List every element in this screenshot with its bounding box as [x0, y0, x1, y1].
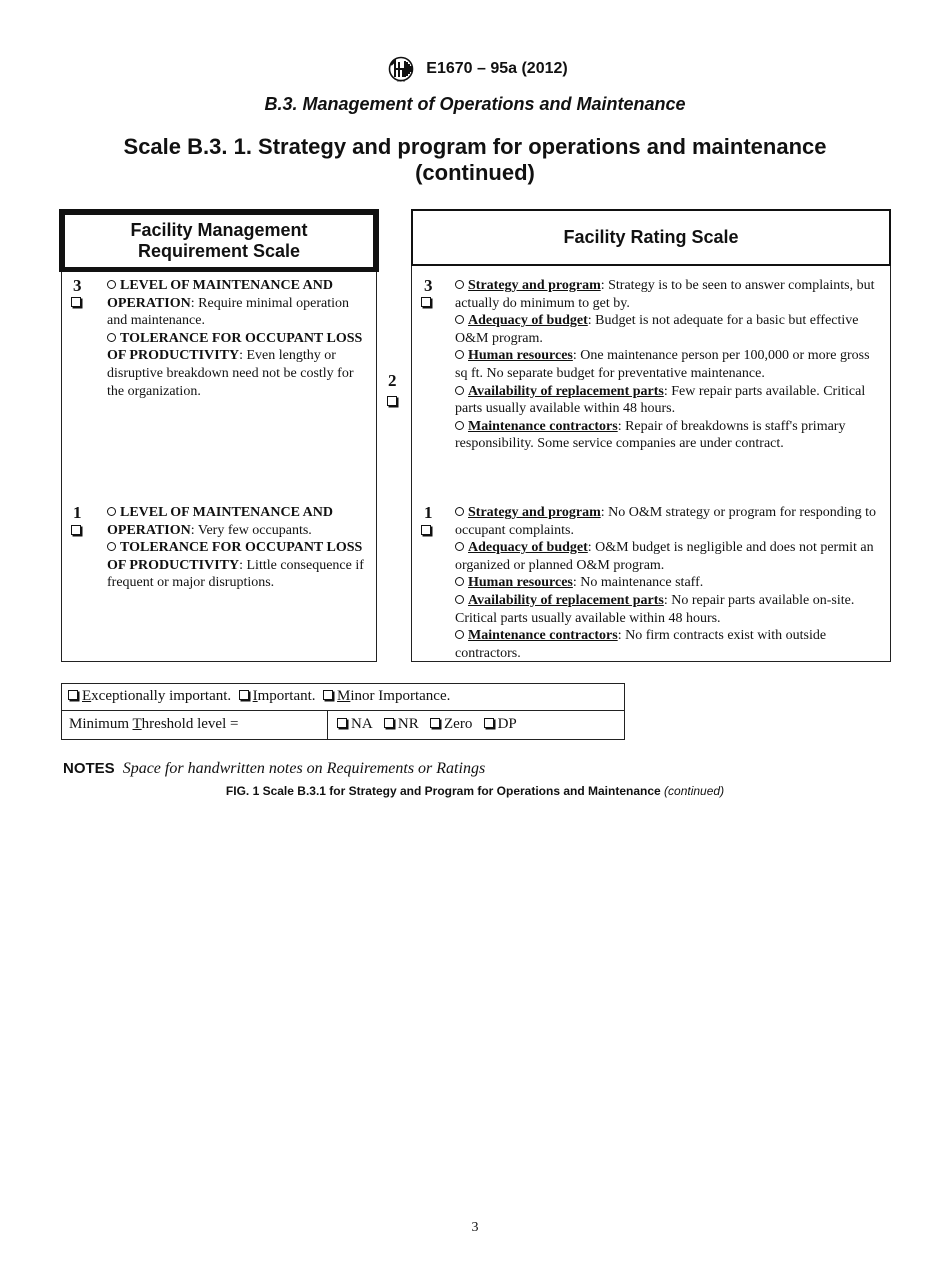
threshold-divider: [327, 711, 328, 740]
scale-title-line2: (continued): [415, 160, 535, 185]
page-number: 3: [471, 1220, 479, 1235]
svg-text:ASTM: ASTM: [397, 79, 406, 82]
rating-item: Strategy and program: No O&M strategy or program for responding to occupant complaints.: [455, 505, 877, 538]
rating-item: Human resources: No maintenance staff.: [455, 574, 883, 592]
rating-item: Availability of replacement parts: Few repair parts available. Critical parts usually available within 48 hours.: [455, 383, 866, 417]
scale-title: [0, 134, 950, 186]
rating-scale-heading: Facility Rating Scale: [411, 209, 891, 266]
notes-text: Space for handwritten notes on Requirements or Ratings: [122, 760, 486, 777]
requirement-heading-line2: Requirement Scale: [137, 241, 301, 261]
rating-item: Maintenance contractors: No firm contracts exist with outside contractors.: [455, 628, 827, 661]
threshold-dp-checkbox[interactable]: [484, 718, 494, 728]
option-circle-icon: [455, 421, 464, 430]
option-circle-icon: [107, 333, 116, 342]
requirement-level-number: 3: [73, 276, 82, 295]
option-circle-icon: [455, 542, 464, 551]
rating-level-number: 3: [424, 276, 433, 295]
option-circle-icon: [107, 507, 116, 516]
document-header: [0, 56, 950, 82]
rating-item: Adequacy of budget: O&M budget is negligible and does not permit an organized or planned O&M program.: [455, 540, 874, 573]
requirement-level-number: 1: [73, 503, 82, 522]
section-title: B.3. Management of Operations and Maintenance: [264, 94, 686, 114]
rating-item: Availability of replacement parts: No repair parts available on-site. Critical parts usually available within 48 hours.: [455, 592, 855, 626]
rating-level-1-text: [455, 504, 883, 662]
notes-line: [63, 760, 485, 778]
option-circle-icon: [455, 595, 464, 604]
importance-divider: [61, 710, 625, 711]
requirement-scale-heading: [59, 209, 379, 272]
threshold-nr-checkbox[interactable]: [384, 718, 394, 728]
threshold-options: NA NR Zero DP: [337, 716, 517, 733]
requirement-level-1-text: LEVEL OF MAINTENANCE AND OPERATION: Very few occupants. TOLERANCE FOR OCCUPANT LOSS OF PRODUCTIVITY: Little consequence if frequent or major disruptions.: [107, 505, 364, 591]
option-circle-icon: [455, 577, 464, 586]
rating-level-number: 1: [424, 503, 433, 522]
importance-row: Exceptionally important. Important. Minor Importance.: [68, 688, 450, 705]
important-checkbox[interactable]: [239, 690, 249, 700]
rating-item: Human resources: One maintenance person per 100,000 or more gross sq ft. No separate budget for preventative maintenance.: [455, 348, 870, 381]
rating-level-3-checkbox[interactable]: [421, 297, 431, 307]
option-circle-icon: [455, 315, 464, 324]
rating-level-1-checkbox[interactable]: [421, 525, 431, 535]
notes-label: NOTES: [63, 760, 115, 777]
scale-title-line1: Scale B.3. 1. Strategy and program for operations and maintenance: [123, 134, 827, 159]
threshold-na-checkbox[interactable]: [337, 718, 347, 728]
rating-level-3-text: [455, 277, 883, 453]
rating-item: Adequacy of budget: Budget is not adequate for a basic but effective O&M program.: [455, 313, 859, 346]
threshold-zero-checkbox[interactable]: [430, 718, 440, 728]
minor-importance-checkbox[interactable]: [323, 690, 333, 700]
requirement-level-3-text: LEVEL OF MAINTENANCE AND OPERATION: Require minimal operation and maintenance. TOLERANCE FOR OCCUPANT LOSS OF PRODUCTIVITY: Even lengthy or disruptive breakdown need not be costly for the organization.: [107, 278, 363, 399]
requirement-heading-line1: Facility Management: [130, 220, 308, 240]
option-circle-icon: [455, 350, 464, 359]
exceptionally-important-checkbox[interactable]: [68, 690, 78, 700]
middle-level-2-checkbox[interactable]: [387, 396, 397, 406]
option-circle-icon: [107, 280, 116, 289]
middle-level-number: 2: [388, 371, 397, 390]
threshold-label: Minimum Threshold level =: [69, 716, 239, 732]
requirement-level-1-checkbox[interactable]: [71, 525, 81, 535]
astm-logo-icon: [382, 56, 420, 82]
rating-item: Maintenance contractors: Repair of breakdowns is staff's primary responsibility. Some service companies are under contract.: [455, 418, 846, 452]
standard-code: E1670 – 95a (2012): [426, 60, 568, 77]
option-circle-icon: [455, 507, 464, 516]
figure-caption: FIG. 1 Scale B.3.1 for Strategy and Program for Operations and Maintenance (continued): [225, 784, 725, 798]
option-circle-icon: [455, 630, 464, 639]
requirement-level-3-checkbox[interactable]: [71, 297, 81, 307]
option-circle-icon: [455, 386, 464, 395]
option-circle-icon: [455, 280, 464, 289]
rating-item: Strategy and program: Strategy is to be seen to answer complaints, but actually do minimum to get by.: [455, 278, 875, 311]
option-circle-icon: [107, 542, 116, 551]
